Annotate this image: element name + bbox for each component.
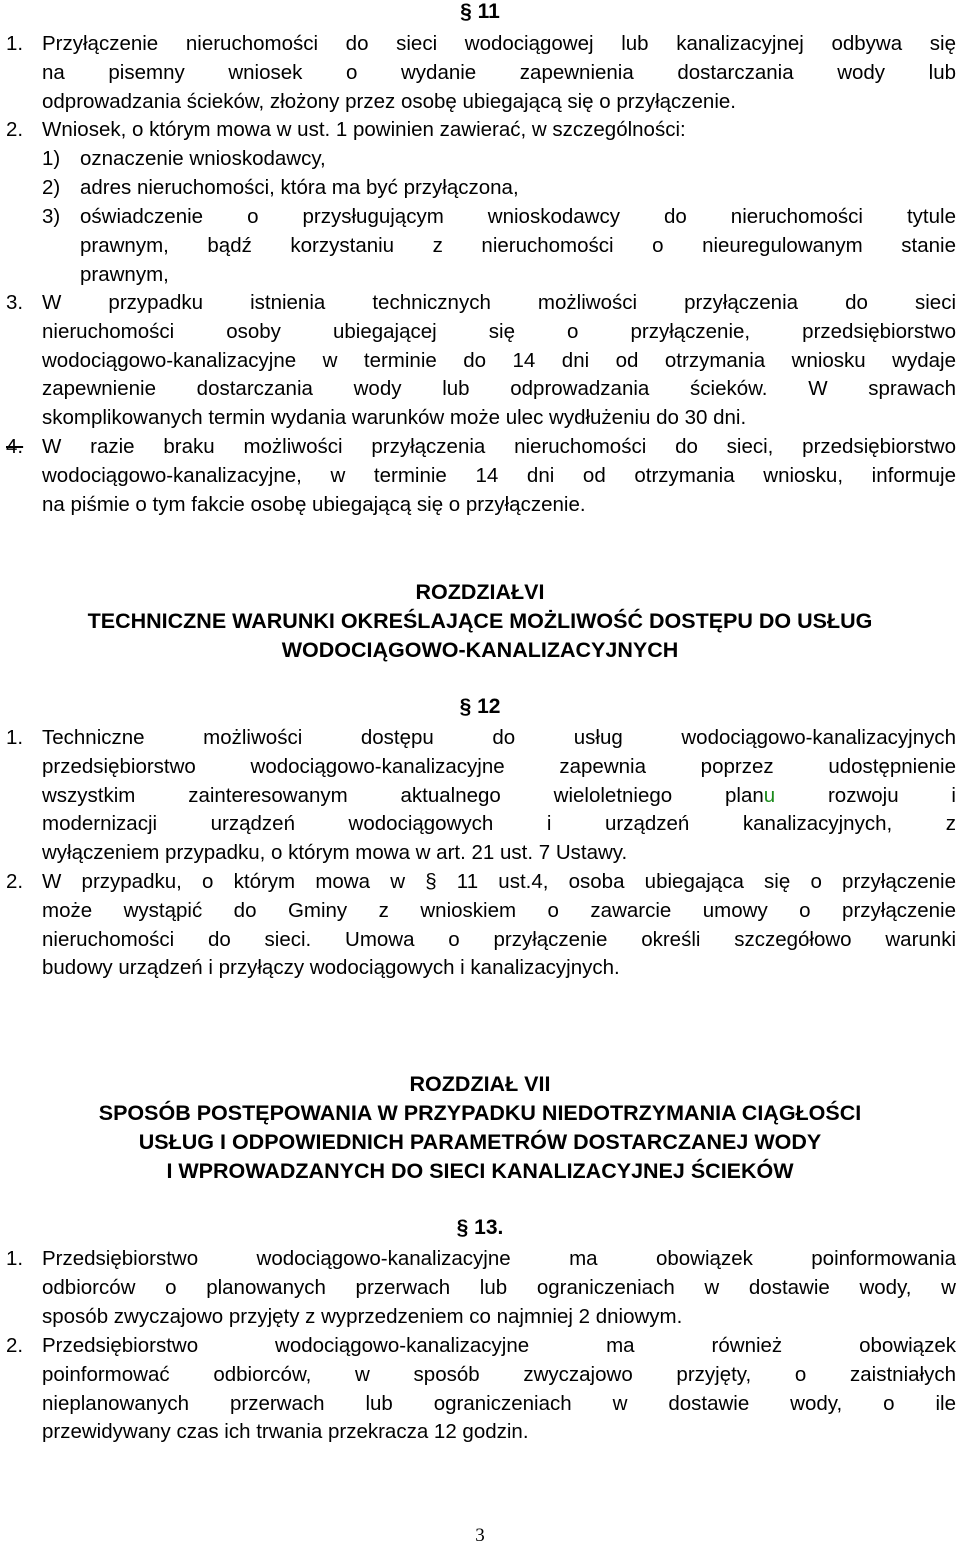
text-line: prawnym,: [80, 262, 169, 286]
text-line: modernizacji urządzeń wodociągowych i urządzeń kanalizacyjnych, z: [42, 812, 956, 836]
text-line: odbiorców o planowanych przerwach lub ograniczeniach w dostawie wody, w: [42, 1275, 956, 1299]
chapter-7-title: [0, 1099, 960, 1185]
section-heading-text: § 13.: [456, 1216, 504, 1239]
paragraph-number: 1.: [6, 726, 24, 749]
text-line: wyłączeniem przypadku, o którym mowa w art. 21 ust. 7 Ustawy.: [42, 841, 628, 865]
text-line: przedsiębiorstwo wodociągowo-kanalizacyjne zapewnia poprzez udostępnienie: [42, 754, 956, 778]
text-line: może wystąpić do Gminy z wnioskiem o zawarcie umowy o przyłączenie: [42, 898, 956, 922]
chapter-7-label: [0, 1070, 960, 1099]
text-line: zapewnienie dostarczania wody lub odprowadzania ścieków. W sprawach: [42, 377, 956, 401]
chapter-title-line: I WPROWADZANYCH DO SIECI KANALIZACYJNEJ ŚCIEKÓW: [166, 1158, 794, 1183]
section-heading-text: § 12: [459, 695, 501, 718]
text-line: budowy urządzeń i przyłączy wodociągowych i kanalizacyjnych.: [42, 956, 620, 980]
text-line: oświadczenie o przysługującym wnioskodawcy do nieruchomości tytule: [80, 205, 956, 228]
text-line: Przedsiębiorstwo wodociągowo-kanalizacyjne ma również obowiązek: [42, 1334, 956, 1357]
page-number-text: 3: [475, 1525, 485, 1546]
text-line: nieruchomości osoby ubiegającej się o przyłączenie, przedsiębiorstwo: [42, 319, 956, 343]
item-number: 1): [42, 147, 61, 170]
chapter-title-line: USŁUG I ODPOWIEDNICH PARAMETRÓW DOSTARCZANEJ WODY: [138, 1129, 822, 1154]
text-line: prawnym, bądź korzystaniu z nieruchomości o nieuregulowanym stanie: [80, 233, 956, 257]
paragraph-number: 1.: [6, 32, 24, 55]
text-line: wodociągowo-kanalizacyjne, w terminie 14 dni od otrzymania wniosku, informuje: [42, 463, 956, 487]
highlighted-letter: u: [763, 783, 776, 807]
chapter-6-label: [0, 578, 960, 607]
paragraph-number: 1.: [6, 1247, 24, 1270]
section-13-heading: [0, 1216, 960, 1240]
section-heading-text: § 11: [460, 0, 500, 23]
chapter-title-line: WODOCIĄGOWO-KANALIZACYJNYCH: [281, 637, 679, 662]
section-11-heading: [0, 0, 960, 24]
chapter-title-line: SPOSÓB POSTĘPOWANIA W PRZYPADKU NIEDOTRZYMANIA CIĄGŁOŚCI: [98, 1101, 862, 1125]
text-line: nieruchomości do sieci. Umowa o przyłączenie określi szczegółowo warunki: [42, 927, 956, 951]
text-line: W przypadku istnienia technicznych możliwości przyłączenia do sieci: [42, 291, 956, 314]
text-line: nieplanowanych przerwach lub ograniczeniach w dostawie wody, o ile: [42, 1391, 956, 1415]
chapter-label: ROZDZIAŁ VII: [409, 1072, 551, 1096]
text-line: odprowadzania ścieków, złożony przez osobę ubiegającą się o przyłączenie.: [42, 89, 736, 113]
paragraph-number: 2.: [6, 118, 24, 141]
page-number: [0, 1525, 960, 1547]
text-line: Wniosek, o którym mowa w ust. 1 powinien zawierać, w szczególności:: [42, 118, 686, 141]
text-segment: rozwoju i: [775, 783, 956, 807]
text-line: Techniczne możliwości dostępu do usług wodociągowo-kanalizacyjnych: [42, 726, 956, 749]
text-line: adres nieruchomości, która ma być przyłączona,: [80, 176, 519, 199]
text-line: [42, 782, 956, 811]
text-line: wodociągowo-kanalizacyjne w terminie do 14 dni od otrzymania wniosku wydaje: [42, 348, 956, 372]
text-line: skomplikowanych termin wydania warunków może ulec wydłużeniu do 30 dni.: [42, 406, 747, 430]
text-line: na piśmie o tym fakcie osobę ubiegającą się o przyłączenie.: [42, 492, 586, 516]
text-line: Przyłączenie nieruchomości do sieci wodociągowej lub kanalizacyjnej odbywa się: [42, 32, 956, 55]
paragraph-number: 4.: [6, 435, 24, 458]
item-number: 3): [42, 205, 61, 228]
text-line: na pisemny wniosek o wydanie zapewnienia dostarczania wody lub: [42, 60, 956, 84]
text-line: oznaczenie wnioskodawcy,: [80, 147, 326, 170]
text-line: W przypadku, o którym mowa w § 11 ust.4, osoba ubiegająca się o przyłączenie: [42, 870, 956, 893]
text-line: poinformować odbiorców, w sposób zwyczajowo przyjęty, o zaistniałych: [42, 1362, 956, 1386]
paragraph-number: 3.: [6, 291, 24, 314]
text-line: W razie braku możliwości przyłączenia nieruchomości do sieci, przedsiębiorstwo: [42, 435, 956, 458]
text-line: Przedsiębiorstwo wodociągowo-kanalizacyjne ma obowiązek poinformowania: [42, 1247, 956, 1270]
chapter-title-line: TECHNICZNE WARUNKI OKREŚLAJĄCE MOŻLIWOŚĆ DOSTĘPU DO USŁUG: [87, 609, 873, 633]
paragraph-number: 2.: [6, 870, 24, 893]
section-12-heading: [0, 695, 960, 719]
paragraph-number: 2.: [6, 1334, 24, 1357]
chapter-6-title: [0, 607, 960, 665]
item-number: 2): [42, 176, 61, 199]
text-line: sposób zwyczajowo przyjęty z wyprzedzeniem co najmniej 2 dniowym.: [42, 1304, 683, 1328]
text-segment: wszystkim zainteresowanym aktualnego wieloletniego plan: [42, 783, 764, 807]
text-line: przewidywany czas ich trwania przekracza 12 godzin.: [42, 1420, 529, 1444]
chapter-label: ROZDZIAŁVI: [415, 580, 545, 604]
